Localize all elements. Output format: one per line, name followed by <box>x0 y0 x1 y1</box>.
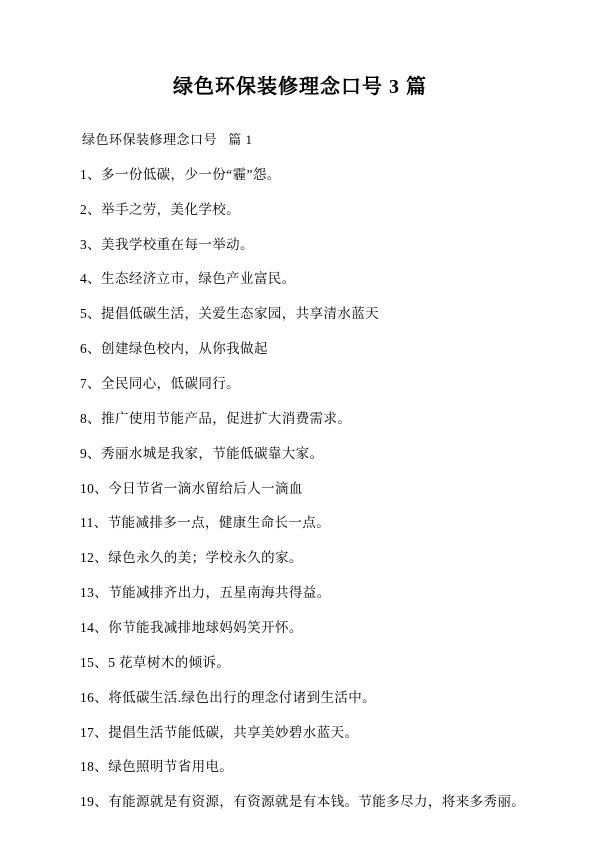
list-item: 3、美我学校重在每一举动。 <box>80 236 254 252</box>
slogan-list <box>52 164 548 813</box>
list-item: 11、节能减排多一点，健康生命长一点。 <box>80 515 331 531</box>
list-item: 4、生态经济立市，绿色产业富民。 <box>80 271 296 287</box>
list-item: 18、绿色照明节省用电。 <box>80 759 234 775</box>
list-item: 13、节能减排齐出力，五星南海共得益。 <box>80 585 331 601</box>
section-heading: 绿色环保装修理念口号 篇 1 <box>82 132 253 147</box>
list-item: 14、你节能我减排地球妈妈笑开怀。 <box>80 619 303 635</box>
list-item: 17、提倡生活节能低碳，共享美妙碧水蓝天。 <box>80 724 359 740</box>
list-item: 15、5 花草树木的倾诉。 <box>80 654 231 670</box>
list-item: 19、有能源就是有资源，有资源就是有本钱。节能多尽力，将来多秀丽。 <box>80 794 526 810</box>
list-item: 7、全民同心，低碳同行。 <box>80 375 241 391</box>
page-title: 绿色环保装修理念口号 3 篇 <box>173 76 427 98</box>
list-item: 12、绿色永久的美；学校永久的家。 <box>80 550 303 566</box>
list-item: 10、今日节省一滴水留给后人一滴血 <box>80 480 303 496</box>
list-item: 5、提倡低碳生活，关爱生态家园，共享清水蓝天 <box>80 306 380 322</box>
list-item: 9、秀丽水城是我家，节能低碳靠大家。 <box>80 445 324 461</box>
list-item: 6、创建绿色校内，从你我做起 <box>80 341 268 357</box>
list-item: 16、将低碳生活.绿色出行的理念付诸到生活中。 <box>80 689 377 705</box>
list-item: 2、举手之劳，美化学校。 <box>80 201 241 217</box>
list-item: 1、多一份低碳，少一份“霾”怨。 <box>80 166 281 182</box>
list-item: 8、推广使用节能产品，促进扩大消费需求。 <box>80 410 352 426</box>
